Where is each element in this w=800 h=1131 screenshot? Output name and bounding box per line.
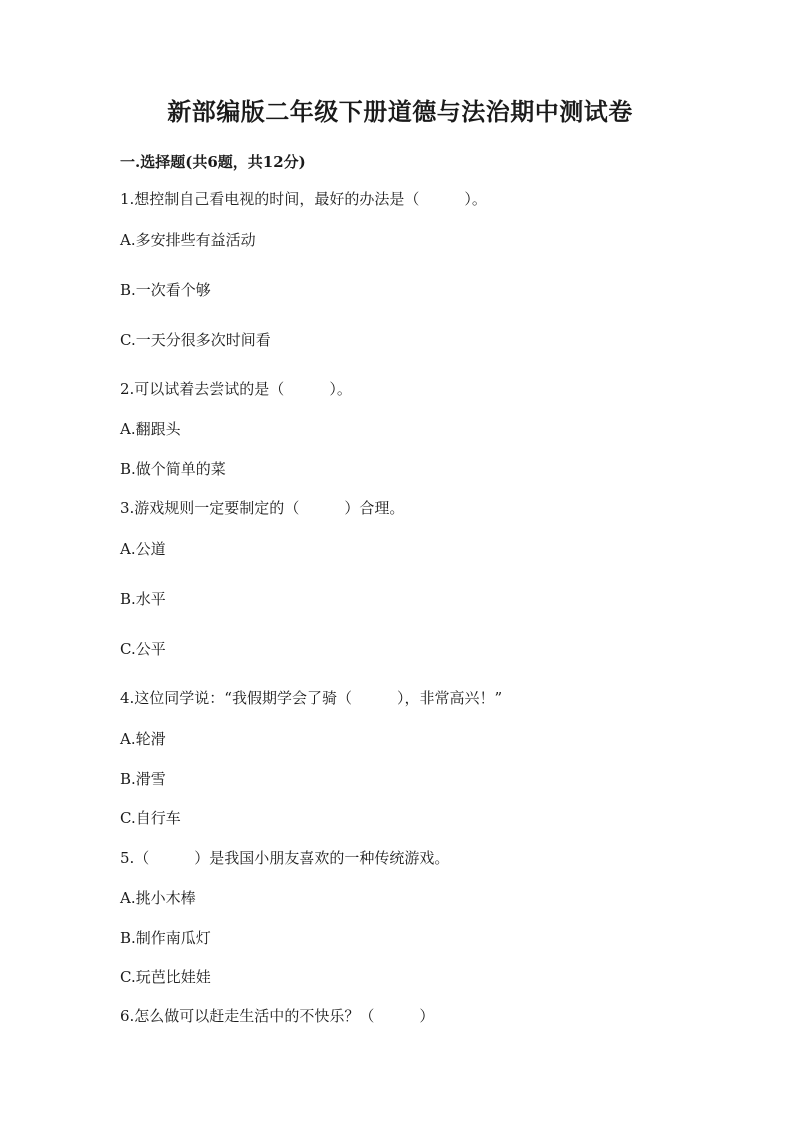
- section-heading: 一.选择题(共6题，共12分): [120, 153, 306, 171]
- question-2-option-a: A.翻跟头: [120, 420, 181, 438]
- question-4-option-b: B.滑雪: [120, 770, 166, 788]
- question-3-option-c: C.公平: [120, 640, 166, 658]
- question-2-stem: 2.可以试着去尝试的是（ ）。: [120, 380, 352, 398]
- question-6-stem: 6.怎么做可以赶走生活中的不快乐？（ ）: [120, 1007, 435, 1025]
- question-1-option-a: A.多安排些有益活动: [120, 231, 256, 249]
- question-5-option-b: B.制作南瓜灯: [120, 929, 211, 947]
- question-1-option-c: C.一天分很多次时间看: [120, 331, 271, 349]
- question-4-option-a: A.轮滑: [120, 730, 166, 748]
- question-3-option-a: A.公道: [120, 540, 166, 558]
- page-title: 新部编版二年级下册道德与法治期中测试卷: [167, 97, 633, 126]
- question-4-stem: 4.这位同学说：“我假期学会了骑（ ），非常高兴！”: [120, 689, 503, 707]
- question-1-option-b: B.一次看个够: [120, 281, 211, 299]
- question-2-option-b: B.做个简单的菜: [120, 460, 226, 478]
- question-3-stem: 3.游戏规则一定要制定的（ ）合理。: [120, 499, 405, 517]
- question-1-stem: 1.想控制自己看电视的时间，最好的办法是（ ）。: [120, 190, 487, 208]
- question-3-option-b: B.水平: [120, 590, 166, 608]
- question-5-stem: 5.（ ）是我国小朋友喜欢的一种传统游戏。: [120, 849, 450, 867]
- question-4-option-c: C.自行车: [120, 809, 181, 827]
- question-5-option-c: C.玩芭比娃娃: [120, 968, 211, 986]
- question-5-option-a: A.挑小木棒: [120, 889, 196, 907]
